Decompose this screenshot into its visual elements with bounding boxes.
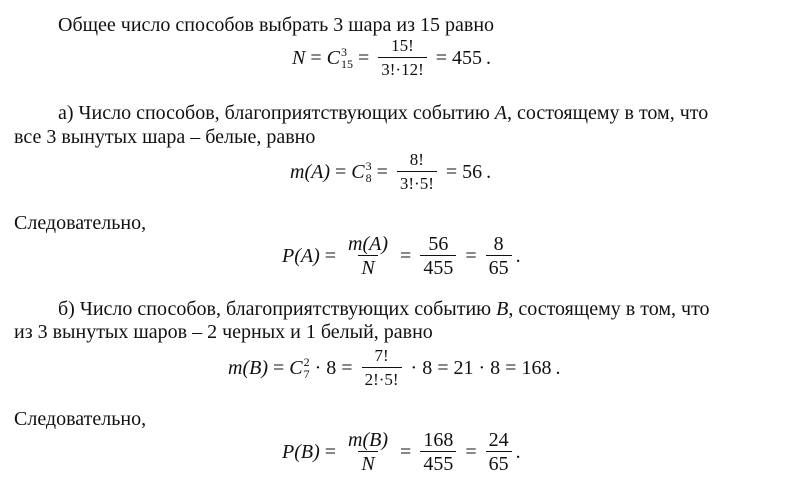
binom-sub: 7: [303, 367, 310, 381]
period: .: [515, 244, 521, 267]
fraction: [362, 346, 402, 390]
equals-sign: =: [334, 160, 347, 183]
part-b-line-2: из 3 вынутых шаров – 2 черных и 1 белый, равно: [14, 321, 433, 343]
fraction-denominator: 65: [486, 451, 512, 474]
formula-lhs: m(A): [290, 160, 330, 183]
period: .: [515, 440, 521, 463]
fraction-numerator: 56: [428, 233, 449, 255]
fraction-denominator: N: [358, 451, 377, 474]
fraction-denominator: 3!·12!: [378, 57, 426, 80]
formula-tail: 21 · 8 = 168: [453, 356, 552, 379]
binom-sup: 3: [340, 45, 347, 59]
part-a-line-1: [58, 102, 708, 124]
fraction-denominator: 3!·5!: [397, 171, 437, 194]
fraction: [378, 36, 426, 80]
binom-sup: 2: [303, 355, 310, 369]
equals-sign: =: [272, 356, 285, 379]
fraction: [345, 430, 391, 474]
equals-sign: =: [310, 46, 322, 69]
formula-lhs: m(B): [228, 356, 268, 379]
binom-letter: C: [326, 46, 340, 69]
event-a-label: A: [494, 102, 508, 124]
equals-sign: =: [324, 244, 337, 267]
formula-lhs: P(B): [282, 440, 320, 463]
fraction-denominator: 455: [420, 451, 456, 474]
part-a-text: а) Число способов, благоприятствующих событию: [58, 102, 490, 124]
fraction-denominator: 2!·5!: [362, 367, 402, 390]
formula-favorable-a: [290, 150, 491, 194]
fraction-numerator: 7!: [374, 346, 389, 365]
multiplier: 8: [422, 356, 433, 379]
formula-probability-b: [282, 430, 521, 474]
binom-letter: C: [351, 160, 365, 183]
formula-favorable-b: [228, 346, 560, 390]
formula-result: 455: [452, 46, 483, 69]
formula-result: 56: [462, 160, 483, 183]
period: .: [555, 356, 561, 379]
event-b-label: B: [496, 298, 509, 320]
binomial-coefficient: [351, 160, 371, 184]
fraction-numerator: 8!: [409, 150, 424, 169]
fraction-denominator: 455: [420, 255, 456, 278]
fraction: [420, 430, 456, 474]
equals-sign: =: [324, 440, 337, 463]
binomial-coefficient: [289, 356, 309, 380]
binom-sub: 15: [340, 57, 353, 71]
fraction-numerator: 24: [488, 429, 509, 451]
equals-sign: =: [435, 46, 448, 69]
part-b-line-1: [58, 298, 710, 320]
fraction: [420, 234, 456, 278]
equals-sign: =: [465, 244, 477, 267]
fraction-numerator: 8: [493, 233, 504, 255]
fraction-numerator: m(B): [348, 429, 389, 451]
fraction: [486, 234, 512, 278]
fraction-denominator: 65: [486, 255, 512, 278]
fraction: [397, 150, 437, 194]
formula-probability-a: [282, 234, 521, 278]
formula-total-combinations: [292, 36, 491, 80]
period: .: [486, 46, 492, 69]
consequently-label-2: Следовательно,: [14, 408, 147, 430]
part-b-text-rest: , состоящему в том, что: [508, 298, 710, 320]
binom-letter: C: [289, 356, 303, 379]
period: .: [486, 160, 492, 183]
multiply-dot: ·: [314, 356, 322, 379]
part-b-text: б) Число способов, благоприятствующих событию: [58, 298, 492, 320]
part-a-line-2: все 3 вынутых шара – белые, равно: [14, 126, 316, 148]
multiplier: 8: [326, 356, 337, 379]
equals-sign: =: [357, 46, 370, 69]
intro-text: Общее число способов выбрать 3 шара из 15 равно: [58, 14, 495, 36]
fraction-numerator: m(A): [348, 233, 389, 255]
fraction: [486, 430, 512, 474]
formula-lhs: P(A): [282, 244, 320, 267]
equals-sign: =: [400, 440, 412, 463]
equals-sign: =: [341, 356, 353, 379]
multiply-dot: ·: [410, 356, 418, 379]
binomial-coefficient: [327, 46, 353, 70]
consequently-label-1: Следовательно,: [14, 212, 147, 234]
fraction-denominator: N: [358, 255, 377, 278]
equals-sign: =: [445, 160, 458, 183]
equals-sign: =: [376, 160, 388, 183]
binom-sup: 3: [365, 159, 372, 173]
fraction-numerator: 168: [423, 429, 454, 451]
fraction: [345, 234, 391, 278]
formula-lhs: N: [292, 46, 306, 69]
equals-sign: =: [465, 440, 477, 463]
fraction-numerator: 15!: [391, 36, 414, 55]
equals-sign: =: [437, 356, 449, 379]
equals-sign: =: [400, 244, 412, 267]
binom-sub: 8: [365, 171, 372, 185]
part-a-text-rest: , состоящему в том, что: [507, 102, 709, 124]
